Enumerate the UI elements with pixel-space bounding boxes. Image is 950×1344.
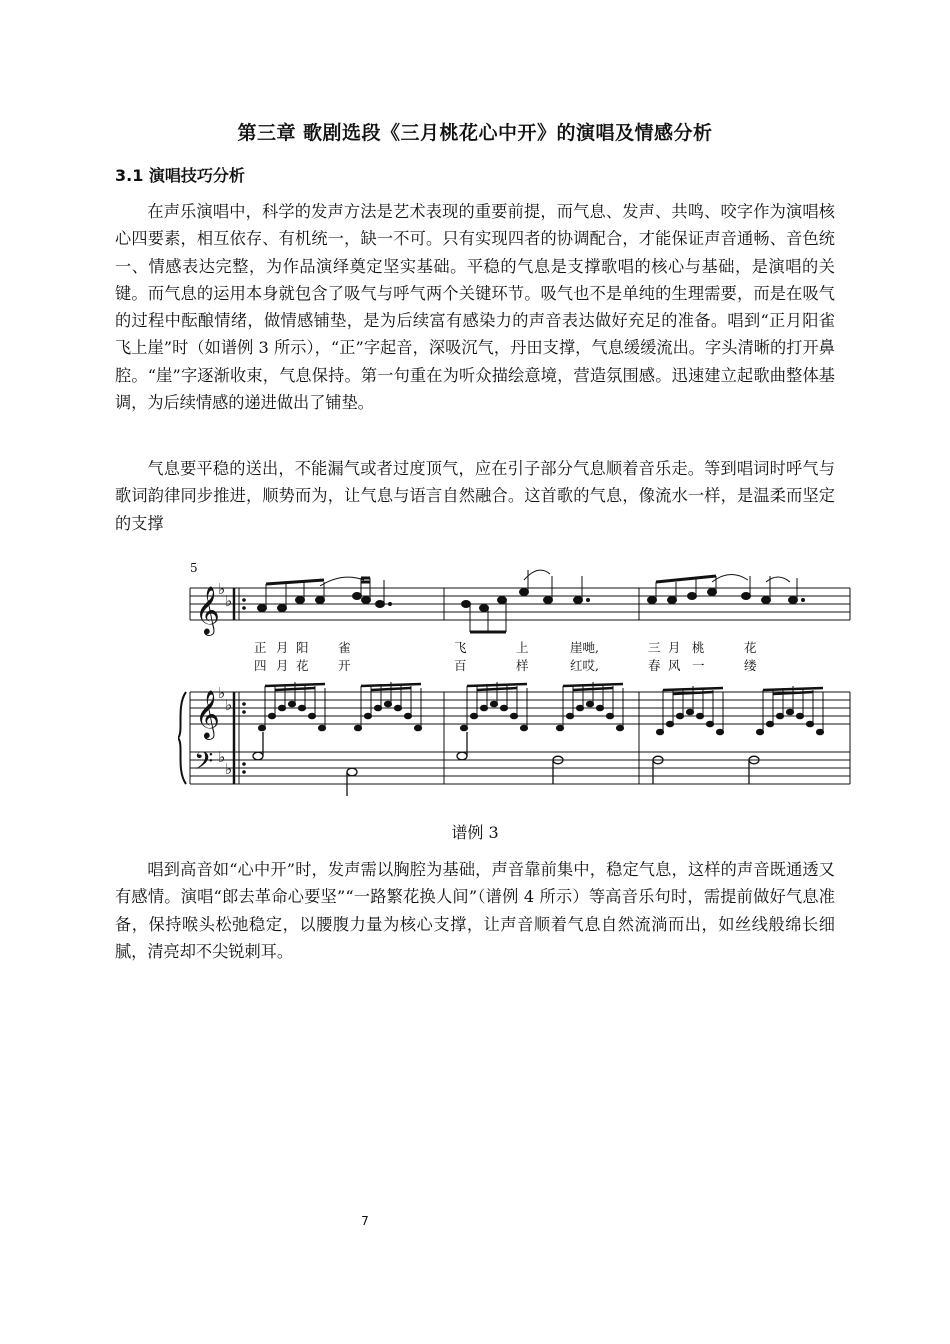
svg-text:花: 花 [744,640,757,655]
svg-text:春: 春 [648,658,661,673]
svg-text:月: 月 [276,640,289,655]
flat-icon: ♭ [218,748,226,766]
flat-icon: ♭ [218,580,226,598]
bass-notes [253,732,759,796]
svg-text:一: 一 [692,658,705,673]
flat-icon: ♭ [225,760,233,778]
figure-caption: 谱例 3 [451,823,499,842]
svg-text:风: 风 [668,658,681,673]
svg-text:四: 四 [254,658,267,673]
svg-text:三: 三 [648,640,661,655]
music-score-example-3 [178,556,858,806]
flat-icon: ♭ [225,592,233,610]
svg-text:开: 开 [338,658,351,673]
svg-text:飞: 飞 [454,640,467,655]
svg-text:雀: 雀 [338,640,351,655]
svg-text:桃: 桃 [692,640,705,655]
melody-notes [258,570,805,632]
piano-treble-staff [190,692,850,724]
svg-text:上: 上 [516,640,529,655]
svg-text:阳: 阳 [296,640,309,655]
section-heading: 3.1 演唱技巧分析 [115,166,245,185]
flat-icon: ♭ [225,696,233,714]
lyrics-line-1 [254,640,757,655]
svg-text:正: 正 [254,640,267,655]
lyrics-line-2 [254,658,757,673]
paragraph-3: 唱到高音如“心中开”时，发声需以胸腔为基础，声音靠前集中，稳定气息，这样的声音既通透又有感情。演唱“郎去革命心要坚”“一路繁花换人间”（谱例 4 所示）等高音乐句时，需提前做好气息准备，保持喉头松弛稳定，以腰腹力量为核心支撑，让声音顺着气息自然流淌而出，如丝线般绵长细腻，清亮却不尖锐刺耳。 [115,860,835,961]
svg-text:月: 月 [668,640,681,655]
svg-text:花: 花 [296,658,309,673]
measure-number: 5 [190,561,198,575]
treble-clef-icon: 𝄞 [195,689,220,738]
paragraph-2: 气息要平稳的送出，不能漏气或者过度顶气，应在引子部分气息顺着音乐走。等到唱词时呼气与歌词韵律同步推进，顺势而为，让气息与语言自然融合。这首歌的气息，像流水一样，是温柔而坚定的支撑 [115,459,835,533]
flat-icon: ♭ [218,684,226,702]
svg-text:样: 样 [516,658,529,673]
svg-text:缕: 缕 [744,658,757,673]
bass-clef-icon: 𝄢 [194,747,214,782]
page-number: 7 [361,1214,369,1228]
svg-text:红哎,: 红哎, [570,658,599,673]
chapter-title: 第三章 歌剧选段《三月桃花心中开》的演唱及情感分析 [237,122,713,144]
paragraph-1: 在声乐演唱中，科学的发声方法是艺术表现的重要前提，而气息、发声、共鸣、咬字作为演唱核心四要素，相互依存、有机统一，缺一不可。只有实现四者的协调配合，才能保证声音通畅、音色统一、情感表达完整，为作品演绎奠定坚实基础。平稳的气息是支撑歌唱的核心与基础，是演唱的关键。而气息的运用本身就包含了吸气与呼气两个关键环节。吸气也不是单纯的生理需要，而是在吸气的过程中酝酿情绪，做情感铺垫，是为后续富有感染力的声音表达做好充足的准备。唱到“正月阳雀飞上崖”时（如谱例 3 所示），“正”字起音，深吸沉气，丹田支撑，气息缓缓流出。字头清晰的打开鼻腔。“崖”字逐渐收束，气息保持。第一句重在为听众描绘意境，营造氛围感。迅速建立起歌曲整体基调，为后续情感的递进做出了铺垫。 [115,202,835,413]
svg-text:百: 百 [454,658,467,673]
treble-clef-icon: 𝄞 [195,585,220,634]
svg-text:月: 月 [276,658,289,673]
svg-text:崖哋,: 崖哋, [570,640,599,655]
